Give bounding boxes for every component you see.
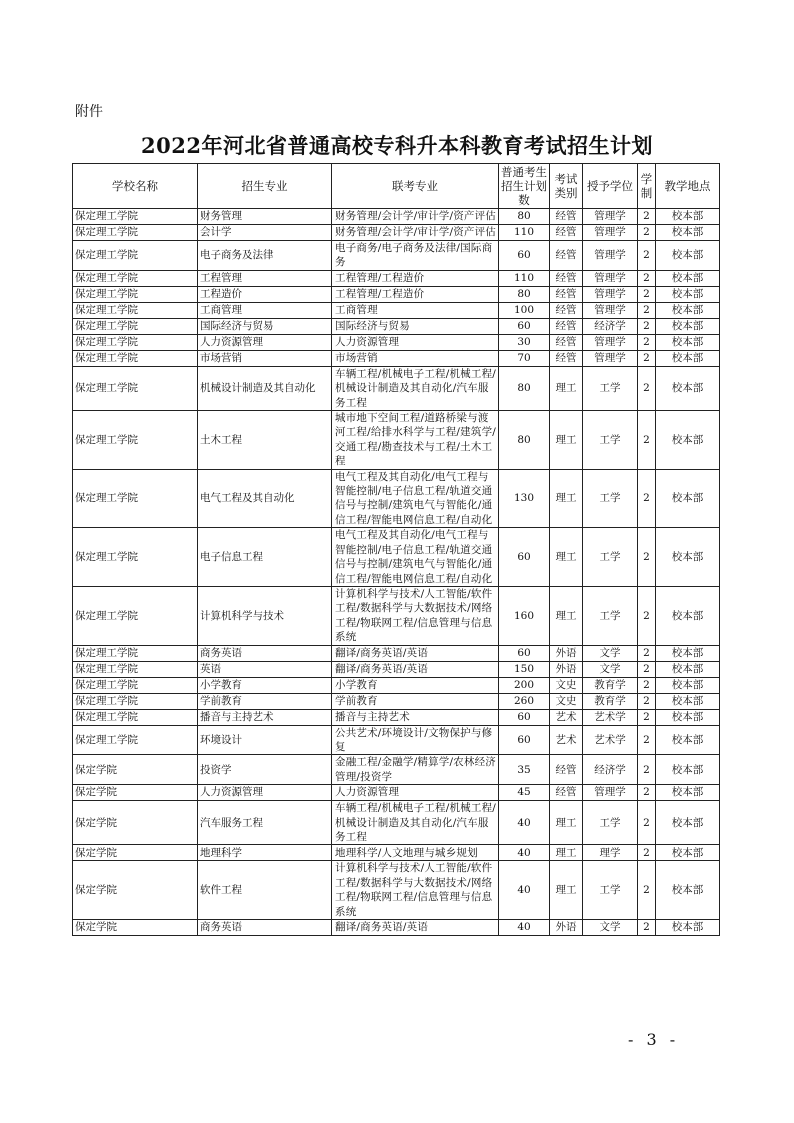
joint-exam-majors-cell: 工程管理/工程造价 (332, 270, 499, 286)
school-name-cell: 保定理工学院 (73, 225, 198, 241)
header-duration: 学制 (638, 164, 656, 209)
location-cell: 校本部 (656, 586, 720, 645)
joint-exam-majors-cell: 小学教育 (332, 677, 499, 693)
exam-category-cell: 经管 (550, 286, 583, 302)
school-name-cell: 保定理工学院 (73, 661, 198, 677)
duration-cell: 2 (638, 334, 656, 350)
plan-count-cell: 130 (499, 469, 550, 528)
plan-count-cell: 40 (499, 920, 550, 936)
plan-count-cell: 200 (499, 677, 550, 693)
exam-category-cell: 经管 (550, 318, 583, 334)
school-name-cell: 保定理工学院 (73, 241, 198, 271)
major-cell: 环境设计 (198, 725, 332, 755)
duration-cell: 2 (638, 411, 656, 470)
plan-count-cell: 100 (499, 302, 550, 318)
major-cell: 土木工程 (198, 411, 332, 470)
joint-exam-majors-cell: 车辆工程/机械电子工程/机械工程/机械设计制造及其自动化/汽车服务工程 (332, 366, 499, 410)
joint-exam-majors-cell: 金融工程/金融学/精算学/农林经济管理/投资学 (332, 755, 499, 785)
major-cell: 播音与主持艺术 (198, 709, 332, 725)
location-cell: 校本部 (656, 366, 720, 410)
duration-cell: 2 (638, 709, 656, 725)
school-name-cell: 保定理工学院 (73, 318, 198, 334)
degree-cell: 管理学 (583, 209, 638, 225)
location-cell: 校本部 (656, 411, 720, 470)
location-cell: 校本部 (656, 318, 720, 334)
location-cell: 校本部 (656, 645, 720, 661)
joint-exam-majors-cell: 计算机科学与技术/人工智能/软件工程/数据科学与大数据技术/网络工程/物联网工程/信息管理与信息系统 (332, 586, 499, 645)
location-cell: 校本部 (656, 725, 720, 755)
school-name-cell: 保定理工学院 (73, 411, 198, 470)
location-cell: 校本部 (656, 334, 720, 350)
table-row (73, 693, 720, 709)
joint-exam-majors-cell: 电子商务/电子商务及法律/国际商务 (332, 241, 499, 271)
major-cell: 市场营销 (198, 350, 332, 366)
plan-count-cell: 40 (499, 861, 550, 920)
degree-cell: 文学 (583, 645, 638, 661)
plan-count-cell: 60 (499, 725, 550, 755)
page-title: 2022年河北省普通高校专科升本科教育考试招生计划 (141, 133, 653, 158)
location-cell: 校本部 (656, 270, 720, 286)
location-cell: 校本部 (656, 801, 720, 845)
location-cell: 校本部 (656, 209, 720, 225)
exam-category-cell: 经管 (550, 334, 583, 350)
plan-count-cell: 60 (499, 709, 550, 725)
major-cell: 工程造价 (198, 286, 332, 302)
table-row (73, 677, 720, 693)
major-cell: 汽车服务工程 (198, 801, 332, 845)
major-cell: 商务英语 (198, 920, 332, 936)
exam-category-cell: 经管 (550, 785, 583, 801)
major-cell: 软件工程 (198, 861, 332, 920)
location-cell: 校本部 (656, 709, 720, 725)
table-row (73, 645, 720, 661)
school-name-cell: 保定学院 (73, 920, 198, 936)
exam-category-cell: 经管 (550, 270, 583, 286)
exam-category-cell: 经管 (550, 209, 583, 225)
major-cell: 工商管理 (198, 302, 332, 318)
major-cell: 英语 (198, 661, 332, 677)
degree-cell: 工学 (583, 411, 638, 470)
plan-count-cell: 40 (499, 845, 550, 861)
location-cell: 校本部 (656, 785, 720, 801)
location-cell: 校本部 (656, 241, 720, 271)
table-row (73, 411, 720, 470)
plan-count-cell: 150 (499, 661, 550, 677)
exam-category-cell: 外语 (550, 661, 583, 677)
joint-exam-majors-cell: 翻译/商务英语/英语 (332, 645, 499, 661)
major-cell: 电子信息工程 (198, 528, 332, 587)
duration-cell: 2 (638, 225, 656, 241)
location-cell: 校本部 (656, 528, 720, 587)
exam-category-cell: 理工 (550, 469, 583, 528)
school-name-cell: 保定理工学院 (73, 350, 198, 366)
table-row (73, 366, 720, 410)
duration-cell: 2 (638, 845, 656, 861)
table-header-row (73, 164, 720, 209)
exam-category-cell: 理工 (550, 366, 583, 410)
table-row (73, 586, 720, 645)
plan-count-cell: 60 (499, 318, 550, 334)
duration-cell: 2 (638, 677, 656, 693)
duration-cell: 2 (638, 350, 656, 366)
duration-cell: 2 (638, 645, 656, 661)
degree-cell: 工学 (583, 366, 638, 410)
table-row (73, 469, 720, 528)
exam-category-cell: 理工 (550, 411, 583, 470)
degree-cell: 管理学 (583, 334, 638, 350)
duration-cell: 2 (638, 801, 656, 845)
major-cell: 人力资源管理 (198, 785, 332, 801)
location-cell: 校本部 (656, 677, 720, 693)
joint-exam-majors-cell: 人力资源管理 (332, 334, 499, 350)
major-cell: 人力资源管理 (198, 334, 332, 350)
enrollment-plan-table (72, 163, 720, 936)
degree-cell: 管理学 (583, 350, 638, 366)
degree-cell: 管理学 (583, 785, 638, 801)
degree-cell: 教育学 (583, 677, 638, 693)
degree-cell: 管理学 (583, 270, 638, 286)
school-name-cell: 保定理工学院 (73, 366, 198, 410)
exam-category-cell: 经管 (550, 755, 583, 785)
major-cell: 商务英语 (198, 645, 332, 661)
school-name-cell: 保定理工学院 (73, 645, 198, 661)
degree-cell: 文学 (583, 661, 638, 677)
degree-cell: 管理学 (583, 286, 638, 302)
page-number: - 3 - (628, 1030, 680, 1049)
exam-category-cell: 艺术 (550, 709, 583, 725)
duration-cell: 2 (638, 209, 656, 225)
exam-category-cell: 理工 (550, 528, 583, 587)
degree-cell: 艺术学 (583, 725, 638, 755)
duration-cell: 2 (638, 586, 656, 645)
major-cell: 国际经济与贸易 (198, 318, 332, 334)
table-row (73, 661, 720, 677)
school-name-cell: 保定理工学院 (73, 693, 198, 709)
table-row (73, 709, 720, 725)
exam-category-cell: 文史 (550, 677, 583, 693)
duration-cell: 2 (638, 920, 656, 936)
header-exam-category: 考试类别 (550, 164, 583, 209)
degree-cell: 管理学 (583, 241, 638, 271)
table-row (73, 801, 720, 845)
degree-cell: 教育学 (583, 693, 638, 709)
duration-cell: 2 (638, 755, 656, 785)
table-row (73, 350, 720, 366)
header-location: 教学地点 (656, 164, 720, 209)
header-major: 招生专业 (198, 164, 332, 209)
location-cell: 校本部 (656, 302, 720, 318)
plan-count-cell: 70 (499, 350, 550, 366)
school-name-cell: 保定理工学院 (73, 709, 198, 725)
degree-cell: 经济学 (583, 318, 638, 334)
table-row (73, 302, 720, 318)
header-degree: 授予学位 (583, 164, 638, 209)
joint-exam-majors-cell: 市场营销 (332, 350, 499, 366)
table-row (73, 785, 720, 801)
plan-count-cell: 80 (499, 411, 550, 470)
joint-exam-majors-cell: 财务管理/会计学/审计学/资产评估 (332, 209, 499, 225)
joint-exam-majors-cell: 地理科学/人文地理与城乡规划 (332, 845, 499, 861)
header-plan-count: 普通考生招生计划数 (499, 164, 550, 209)
school-name-cell: 保定理工学院 (73, 469, 198, 528)
duration-cell: 2 (638, 528, 656, 587)
duration-cell: 2 (638, 861, 656, 920)
header-school-name: 学校名称 (73, 164, 198, 209)
joint-exam-majors-cell: 计算机科学与技术/人工智能/软件工程/数据科学与大数据技术/网络工程/物联网工程/信息管理与信息系统 (332, 861, 499, 920)
duration-cell: 2 (638, 693, 656, 709)
location-cell: 校本部 (656, 225, 720, 241)
plan-count-cell: 60 (499, 528, 550, 587)
table-row (73, 845, 720, 861)
exam-category-cell: 理工 (550, 845, 583, 861)
exam-category-cell: 经管 (550, 241, 583, 271)
school-name-cell: 保定学院 (73, 861, 198, 920)
exam-category-cell: 经管 (550, 302, 583, 318)
joint-exam-majors-cell: 电气工程及其自动化/电气工程与智能控制/电子信息工程/轨道交通信号与控制/建筑电气与智能化/通信工程/智能电网信息工程/自动化 (332, 469, 499, 528)
school-name-cell: 保定理工学院 (73, 586, 198, 645)
duration-cell: 2 (638, 785, 656, 801)
table-row (73, 209, 720, 225)
degree-cell: 艺术学 (583, 709, 638, 725)
location-cell: 校本部 (656, 845, 720, 861)
table-row (73, 318, 720, 334)
joint-exam-majors-cell: 城市地下空间工程/道路桥梁与渡河工程/给排水科学与工程/建筑学/交通工程/勘查技术与工程/土木工程 (332, 411, 499, 470)
location-cell: 校本部 (656, 861, 720, 920)
plan-count-cell: 80 (499, 209, 550, 225)
major-cell: 工程管理 (198, 270, 332, 286)
duration-cell: 2 (638, 725, 656, 755)
degree-cell: 文学 (583, 920, 638, 936)
exam-category-cell: 艺术 (550, 725, 583, 755)
duration-cell: 2 (638, 469, 656, 528)
major-cell: 机械设计制造及其自动化 (198, 366, 332, 410)
major-cell: 投资学 (198, 755, 332, 785)
table-row (73, 920, 720, 936)
exam-category-cell: 理工 (550, 861, 583, 920)
joint-exam-majors-cell: 学前教育 (332, 693, 499, 709)
exam-category-cell: 文史 (550, 693, 583, 709)
plan-count-cell: 110 (499, 270, 550, 286)
table-row (73, 286, 720, 302)
school-name-cell: 保定学院 (73, 755, 198, 785)
degree-cell: 管理学 (583, 225, 638, 241)
major-cell: 电气工程及其自动化 (198, 469, 332, 528)
table-row (73, 270, 720, 286)
degree-cell: 管理学 (583, 302, 638, 318)
school-name-cell: 保定学院 (73, 785, 198, 801)
joint-exam-majors-cell: 公共艺术/环境设计/文物保护与修复 (332, 725, 499, 755)
table-row (73, 725, 720, 755)
school-name-cell: 保定理工学院 (73, 209, 198, 225)
school-name-cell: 保定理工学院 (73, 302, 198, 318)
major-cell: 学前教育 (198, 693, 332, 709)
plan-count-cell: 60 (499, 241, 550, 271)
joint-exam-majors-cell: 车辆工程/机械电子工程/机械工程/机械设计制造及其自动化/汽车服务工程 (332, 801, 499, 845)
location-cell: 校本部 (656, 920, 720, 936)
header-joint-exam-majors: 联考专业 (332, 164, 499, 209)
school-name-cell: 保定学院 (73, 801, 198, 845)
location-cell: 校本部 (656, 755, 720, 785)
major-cell: 小学教育 (198, 677, 332, 693)
school-name-cell: 保定理工学院 (73, 677, 198, 693)
school-name-cell: 保定学院 (73, 845, 198, 861)
major-cell: 财务管理 (198, 209, 332, 225)
school-name-cell: 保定理工学院 (73, 725, 198, 755)
plan-count-cell: 45 (499, 785, 550, 801)
degree-cell: 工学 (583, 469, 638, 528)
joint-exam-majors-cell: 人力资源管理 (332, 785, 499, 801)
table-row (73, 528, 720, 587)
plan-count-cell: 160 (499, 586, 550, 645)
table-row (73, 334, 720, 350)
plan-count-cell: 260 (499, 693, 550, 709)
table-row (73, 225, 720, 241)
plan-count-cell: 80 (499, 286, 550, 302)
joint-exam-majors-cell: 财务管理/会计学/审计学/资产评估 (332, 225, 499, 241)
exam-category-cell: 经管 (550, 225, 583, 241)
duration-cell: 2 (638, 270, 656, 286)
duration-cell: 2 (638, 366, 656, 410)
location-cell: 校本部 (656, 350, 720, 366)
plan-count-cell: 30 (499, 334, 550, 350)
attachment-label: 附件 (75, 104, 103, 120)
duration-cell: 2 (638, 302, 656, 318)
location-cell: 校本部 (656, 286, 720, 302)
joint-exam-majors-cell: 工商管理 (332, 302, 499, 318)
plan-count-cell: 60 (499, 645, 550, 661)
joint-exam-majors-cell: 翻译/商务英语/英语 (332, 920, 499, 936)
exam-category-cell: 外语 (550, 920, 583, 936)
exam-category-cell: 经管 (550, 350, 583, 366)
duration-cell: 2 (638, 661, 656, 677)
exam-category-cell: 理工 (550, 801, 583, 845)
degree-cell: 工学 (583, 861, 638, 920)
plan-count-cell: 35 (499, 755, 550, 785)
major-cell: 会计学 (198, 225, 332, 241)
joint-exam-majors-cell: 播音与主持艺术 (332, 709, 499, 725)
table-row (73, 241, 720, 271)
degree-cell: 经济学 (583, 755, 638, 785)
joint-exam-majors-cell: 工程管理/工程造价 (332, 286, 499, 302)
major-cell: 计算机科学与技术 (198, 586, 332, 645)
joint-exam-majors-cell: 翻译/商务英语/英语 (332, 661, 499, 677)
degree-cell: 工学 (583, 801, 638, 845)
degree-cell: 工学 (583, 586, 638, 645)
plan-count-cell: 110 (499, 225, 550, 241)
location-cell: 校本部 (656, 469, 720, 528)
joint-exam-majors-cell: 国际经济与贸易 (332, 318, 499, 334)
plan-count-cell: 40 (499, 801, 550, 845)
major-cell: 地理科学 (198, 845, 332, 861)
location-cell: 校本部 (656, 661, 720, 677)
exam-category-cell: 外语 (550, 645, 583, 661)
plan-count-cell: 80 (499, 366, 550, 410)
table-row (73, 861, 720, 920)
table-row (73, 755, 720, 785)
joint-exam-majors-cell: 电气工程及其自动化/电气工程与智能控制/电子信息工程/轨道交通信号与控制/建筑电气与智能化/通信工程/智能电网信息工程/自动化 (332, 528, 499, 587)
degree-cell: 工学 (583, 528, 638, 587)
location-cell: 校本部 (656, 693, 720, 709)
duration-cell: 2 (638, 318, 656, 334)
school-name-cell: 保定理工学院 (73, 334, 198, 350)
duration-cell: 2 (638, 241, 656, 271)
school-name-cell: 保定理工学院 (73, 528, 198, 587)
exam-category-cell: 理工 (550, 586, 583, 645)
school-name-cell: 保定理工学院 (73, 270, 198, 286)
major-cell: 电子商务及法律 (198, 241, 332, 271)
degree-cell: 理学 (583, 845, 638, 861)
duration-cell: 2 (638, 286, 656, 302)
school-name-cell: 保定理工学院 (73, 286, 198, 302)
